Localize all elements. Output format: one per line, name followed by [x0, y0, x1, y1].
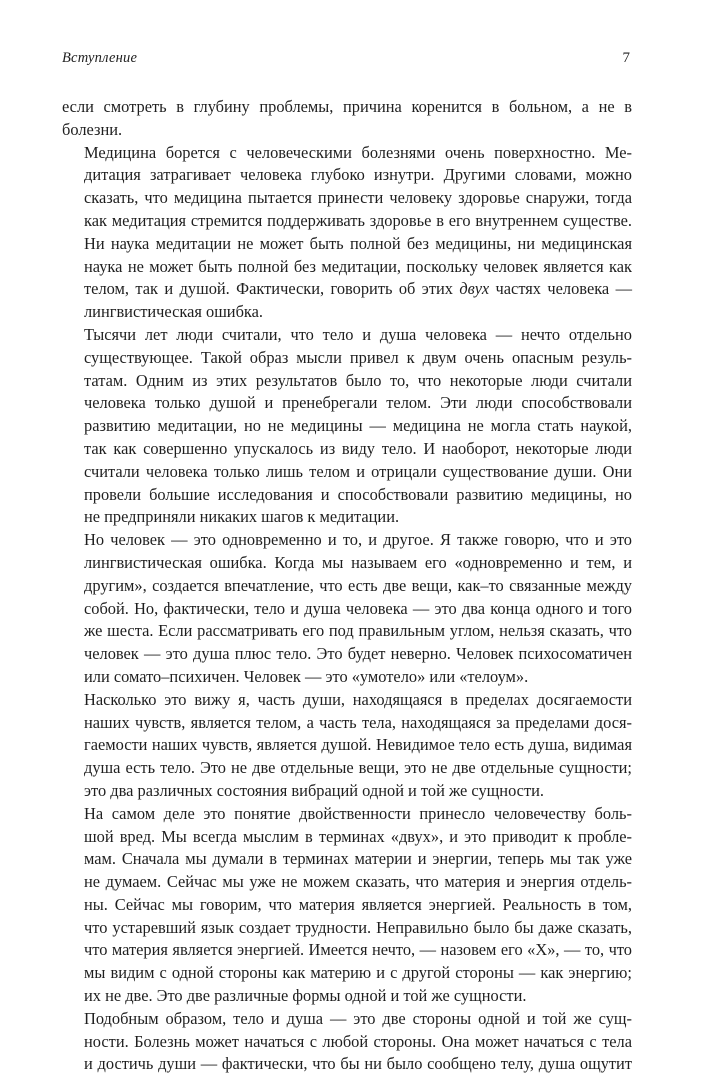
text-line: Насколько это вижу я, часть души, находящаяся в пределах досягаемости [84, 689, 632, 709]
text-line: Ни наука медитации не может быть полной без медицины, ни медицинская [84, 233, 632, 253]
text-line: Но человек — это одновременно и то, и другое. Я также говорю, что и это [84, 530, 632, 550]
paragraph [62, 1008, 632, 1076]
paragraph [62, 96, 632, 142]
text-line: провели большие исследования и способствовали развитию медицины, но [84, 484, 632, 504]
text-line: же шеста. Если рассматривать его под правильным углом, нельзя сказать, что [84, 621, 632, 641]
text-line: наука не может быть полной без медитации, поскольку человек является как [84, 256, 632, 276]
text-line: сказать, что медицина пытается принести человеку здоровье снаружи, тогда [84, 188, 632, 208]
text-line: ности. Болезнь может начаться с любой стороны. Она может начаться с тела [84, 1031, 632, 1051]
text-line: телом, так и душой. Фактически, говорить об этих двух частях человека — [84, 279, 632, 299]
text-line: гаемости наших чувств, является душой. Невидимое тело есть душа, видимая [84, 735, 632, 755]
text-line: татам. Одним из этих результатов было то, что некоторые люди считали [84, 370, 632, 390]
text-line: их не две. Это две различные формы одной и той же сущности. [84, 986, 527, 1006]
text-line: лингвистическая ошибка. Когда мы называем его «одновременно и тем, и [84, 552, 632, 572]
text-line: болезни. [62, 119, 123, 139]
paragraph [62, 689, 632, 803]
text-line: или сомато–психичен. Человек — это «умотело» или «телоум». [84, 666, 529, 686]
text-line: что материя является энергией. Имеется нечто, — назовем его «Х», — то, что [84, 940, 632, 960]
text-line: что устаревший язык создает трудности. Неправильно было бы даже сказать, [84, 917, 632, 937]
text-line: это два различных состояния вибраций одной и той же сущности. [84, 780, 544, 800]
paragraph [62, 803, 632, 1008]
text-line: душа есть тело. Это не две отдельные вещи, это не две отдельные сущности; [84, 758, 632, 778]
text-line: человек — это душа плюс тело. Это будет неверно. Человек психосоматичен [84, 644, 632, 664]
text-line: ны. Сейчас мы говорим, что материя является энергией. Реальность в том, [84, 894, 632, 914]
text-line: лингвистическая ошибка. [84, 302, 264, 322]
text-line: человека только душой и пренебрегали телом. Эти люди способствовали [84, 393, 632, 413]
text-line: Медицина борется с человеческими болезнями очень поверхностно. Ме- [84, 142, 632, 162]
paragraph [62, 142, 632, 324]
body-text [62, 96, 632, 1076]
text-line: считали человека только лишь телом и отрицали существование души. Они [84, 461, 632, 481]
text-line: мы видим с одной стороны как материю и с другой стороны — как энергию; [84, 963, 632, 983]
text-line: так как совершенно упускалось из виду тело. И наоборот, некоторые люди [84, 438, 632, 458]
text-line: как медитация стремится поддерживать здоровье в его внутреннем существе. [84, 210, 632, 230]
paragraph [62, 324, 632, 529]
text-line: мам. Сначала мы думали в терминах материи и энергии, теперь мы так уже [84, 849, 632, 869]
text-line: и достичь души — фактически, что бы ни было сообщено телу, душа ощутит [84, 1054, 632, 1074]
text-line: На самом деле это понятие двойственности принесло человечеству боль- [84, 803, 632, 823]
section-title: Вступление [62, 50, 138, 66]
text-line: Подобным образом, тело и душа — это две стороны одной и той же сущ- [84, 1008, 632, 1028]
text-line: развитию медитации, но не медицины — медицина не могла стать наукой, [84, 416, 632, 436]
text-line: если смотреть в глубину проблемы, причина коренится в больном, а не в [62, 97, 632, 116]
text-line: существующее. Такой образ мысли привел к двум очень опасным резуль- [84, 347, 632, 367]
text-line: не думаем. Сейчас мы уже не можем сказать, что материя и энергия отдель- [84, 872, 632, 892]
page-number: 7 [622, 50, 630, 66]
text-line: шой вред. Мы всегда мыслим в терминах «двух», и это приводит к пробле- [84, 826, 632, 846]
text-line: наших чувств, является телом, а часть тела, находящаяся за пределами дося- [84, 712, 632, 732]
text-line: дитация затрагивает человека глубоко изнутри. Другими словами, можно [84, 165, 632, 185]
text-line: собой. Но, фактически, тело и душа человека — это два конца одного и того [84, 598, 632, 618]
running-header [62, 50, 630, 74]
text-line: не предприняли никаких шагов к медитации. [84, 507, 400, 527]
paragraph [62, 529, 632, 689]
text-line: Тысячи лет люди считали, что тело и душа человека — нечто отдельно [84, 324, 632, 344]
text-line: другим», создается впечатление, что есть две вещи, как–то связанные между [84, 575, 632, 595]
